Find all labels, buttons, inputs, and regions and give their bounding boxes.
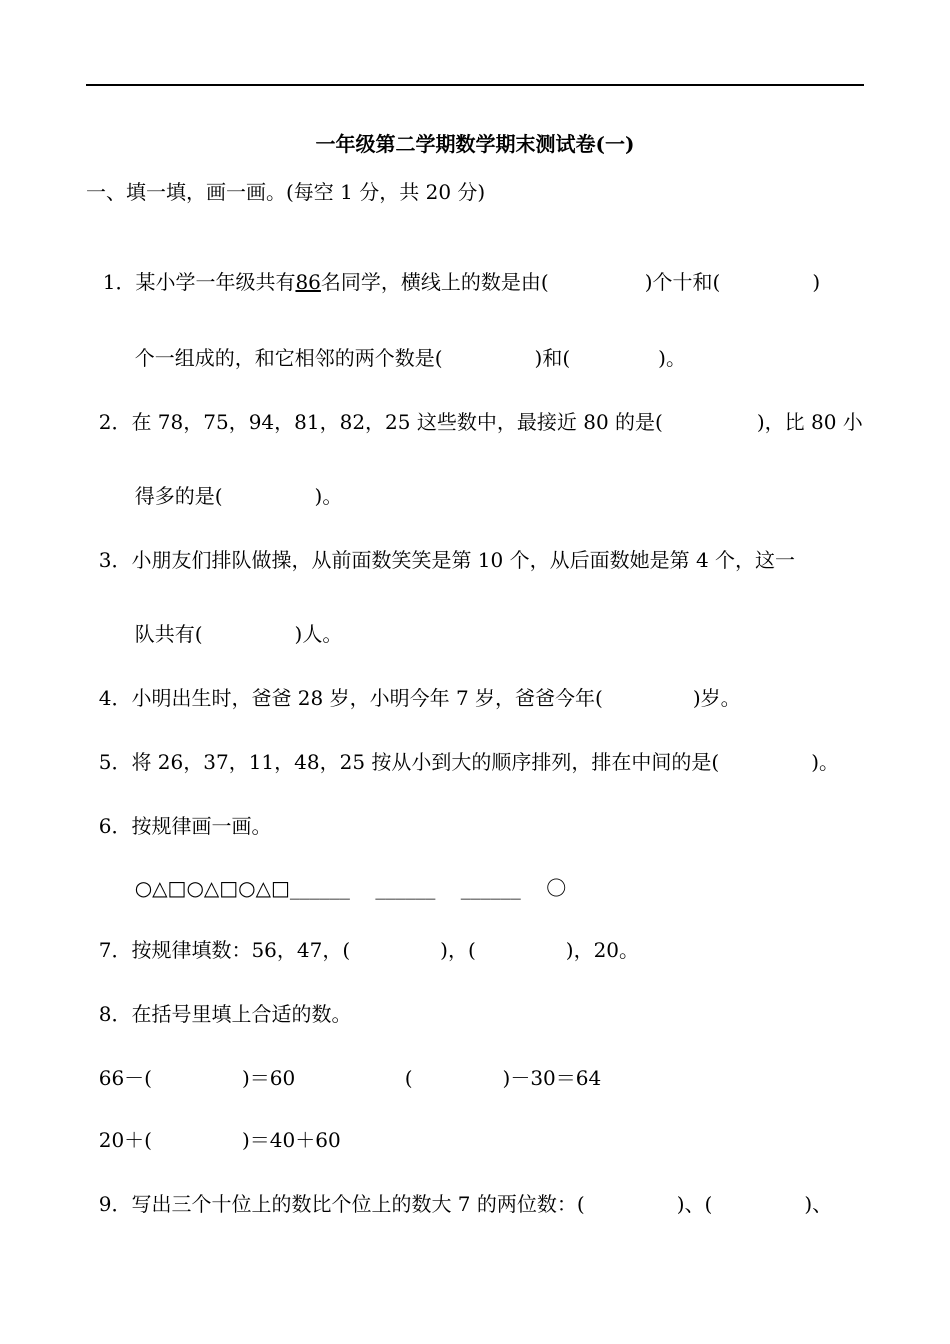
- draw-blank[interactable]: ______: [460, 876, 521, 900]
- draw-blank[interactable]: ______: [289, 876, 350, 900]
- page-title: 一年级第二学期数学期末测试卷(一): [315, 132, 635, 156]
- question-1: 1．某小学一年级共有86名同学，横线上的数是由( )个十和( ): [102, 270, 821, 294]
- question-1-line2: 个一组成的，和它相邻的两个数是( )和( )。: [134, 346, 686, 370]
- question-2: 2．在 78，75，94，81，82，25 这些数中，最接近 80 的是( )，比 80 小: [98, 410, 863, 434]
- question-6: 6．按规律画一画。: [98, 814, 272, 838]
- shape-pattern: ○△□○△□○△□: [134, 876, 290, 900]
- question-4: 4．小明出生时，爸爸 28 岁，小明今年 7 岁，爸爸今年( )岁。: [98, 686, 741, 710]
- question-5: 5．将 26，37，11，48，25 按从小到大的顺序排列，排在中间的是( )。: [98, 750, 840, 774]
- underlined-number: 86: [295, 270, 321, 294]
- question-8: 8．在括号里填上合适的数。: [98, 1002, 352, 1026]
- section-heading: 一、填一填，画一画。(每空 1 分，共 20 分): [86, 180, 486, 204]
- equation-2: ( )－30＝64: [404, 1066, 602, 1090]
- shape-pattern-row: [122, 846, 566, 902]
- question-3: 3．小朋友们排队做操，从前面数笑笑是第 10 个，从后面数她是第 4 个，这一: [98, 548, 796, 572]
- question-7: 7．按规律填数：56，47，( )，( )，20。: [98, 938, 640, 962]
- equation-3: 20＋( )＝40＋60: [98, 1128, 341, 1152]
- question-2-line2: 得多的是( )。: [134, 484, 343, 508]
- question-9: 9．写出三个十位上的数比个位上的数大 7 的两位数：( )、( )、: [98, 1192, 833, 1216]
- draw-blank[interactable]: ______: [375, 876, 436, 900]
- circle-shape: 〇: [546, 876, 567, 900]
- question-3-line2: 队共有( )人。: [134, 622, 343, 646]
- header-rule: [86, 84, 864, 86]
- equation-1: 66－( )＝60: [98, 1066, 296, 1090]
